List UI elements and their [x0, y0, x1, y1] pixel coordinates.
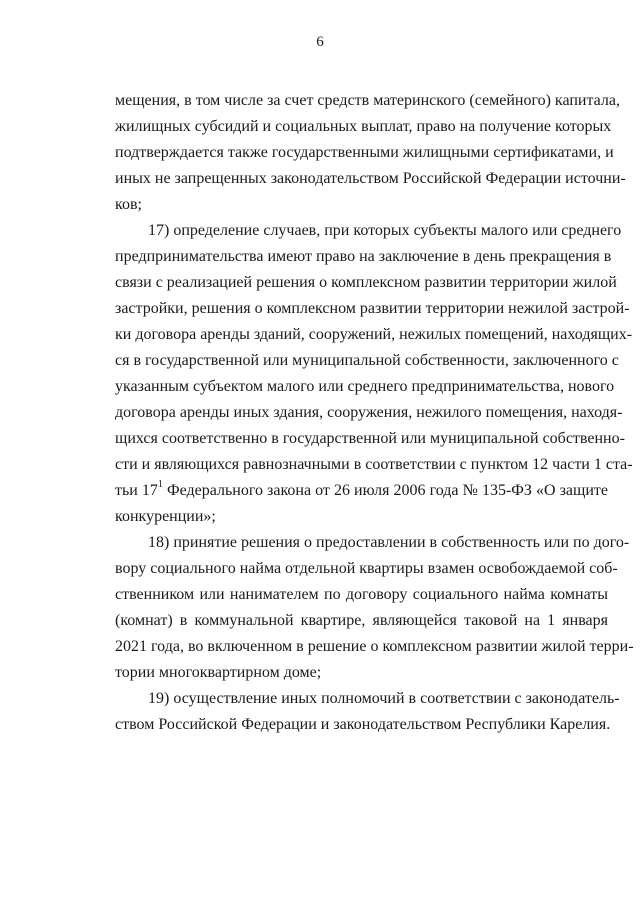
text-line: договора аренды иных здания, сооружения, нежилого помещения, находя-	[115, 404, 623, 421]
text-line: ством Российской Федерации и законодательством Республики Карелия.	[115, 716, 611, 733]
text-line: ков;	[115, 196, 142, 213]
text-line: иных не запрещенных законодательством Российской Федерации источни-	[115, 170, 626, 187]
paragraph-18-start: 18) принятие решения о предоставлении в собственность или по дого-	[148, 534, 630, 551]
text-line: (комнат) в коммунальной квартире, являющейся таковой на 1 января	[115, 612, 608, 629]
text-segment: Федерального закона от 26 июля 2006 года № 135-ФЗ «О защите	[162, 482, 608, 499]
text-line: связи с реализацией решения о комплексном развитии территории жилой	[115, 274, 617, 291]
text-line: ственником или нанимателем по договору социального найма комнаты	[115, 586, 608, 603]
text-line: вору социального найма отдельной квартиры взамен освобождаемой соб-	[115, 560, 618, 577]
paragraph-19-start: 19) осуществление иных полномочий в соответствии с законодатель-	[148, 690, 620, 707]
text-line: указанным субъектом малого или среднего предпринимательства, нового	[115, 378, 615, 395]
text-line-with-superscript	[115, 479, 608, 500]
text-line: застройки, решения о комплексном развитии территории нежилой застрой-	[115, 300, 630, 317]
text-line: мещения, в том числе за счет средств материнского (семейного) капитала,	[115, 92, 620, 109]
text-line: сти и являющихся равнозначными в соответствии с пунктом 12 части 1 ста-	[115, 456, 633, 473]
text-line: ся в государственной или муниципальной собственности, заключенного с	[115, 352, 619, 369]
text-line: жилищных субсидий и социальных выплат, право на получение которых	[115, 118, 612, 135]
text-line: предпринимательства имеют право на заключение в день прекращения в	[115, 248, 612, 265]
text-line: тории многоквартирном доме;	[115, 664, 322, 681]
text-line: 2021 года, во включенном в решение о комплексном развитии жилой терри-	[115, 638, 634, 655]
text-line: ки договора аренды зданий, сооружений, нежилых помещений, находящих-	[115, 326, 633, 343]
text-line: конкуренции»;	[115, 508, 216, 525]
text-line: подтверждается также государственными жилищными сертификатами, и	[115, 144, 614, 161]
superscript: 1	[157, 479, 163, 490]
text-line: щихся соответственно в государственной или муниципальной собственно-	[115, 430, 625, 447]
paragraph-17-start: 17) определение случаев, при которых субъекты малого или среднего	[148, 222, 622, 239]
text-segment: тьи 17	[115, 482, 158, 499]
page-number: 6	[316, 34, 324, 50]
